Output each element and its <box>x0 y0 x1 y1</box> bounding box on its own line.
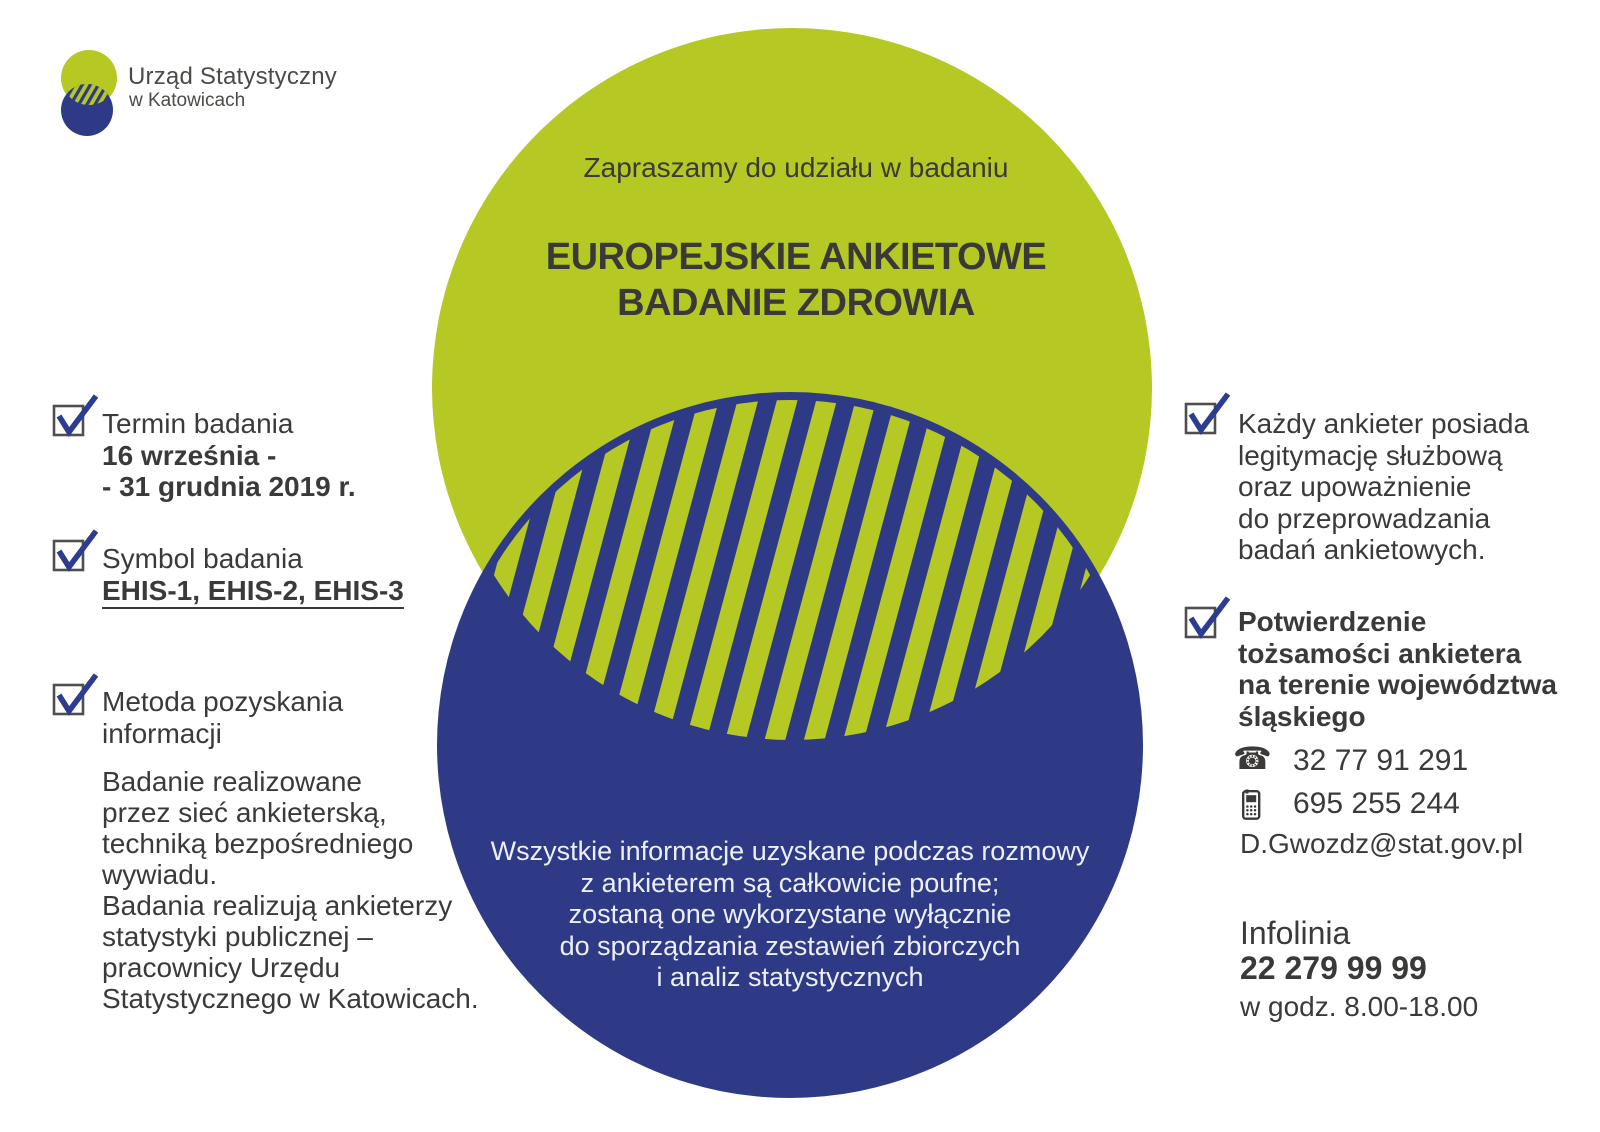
method-desc-line: Badanie realizowane <box>102 766 362 797</box>
method-desc-line: Badania realizują ankieterzy <box>102 890 453 921</box>
method-label-line2: informacji <box>102 717 222 749</box>
interviewer-id-line: legitymację służbową <box>1238 439 1503 471</box>
org-city: w Katowicach <box>129 90 246 111</box>
interviewer-id-line: do przeprowadzania <box>1238 502 1491 534</box>
verification-line: tożsamości ankietera <box>1238 637 1522 669</box>
infoline-label: Infolinia <box>1240 915 1351 951</box>
landline-row <box>1233 741 1469 777</box>
survey-title <box>446 234 1146 326</box>
checkbox-checked-icon <box>1184 391 1232 435</box>
contact-email: D.Gwozdz@stat.gov.pl <box>1240 828 1524 859</box>
method-item <box>102 686 343 749</box>
method-desc-line: Statystycznego w Katowicach. <box>102 983 479 1014</box>
term-date-line1: 16 września - <box>102 439 277 471</box>
interviewer-id-line: oraz upoważnienie <box>1238 471 1472 502</box>
method-description <box>102 766 479 1014</box>
survey-title-line1: EUROPEJSKIE ANKIETOWE <box>545 236 1047 278</box>
method-desc-line: wywiadu. <box>102 859 218 890</box>
org-name: Urząd Statystyczny <box>128 63 337 90</box>
confidentiality-line: zostaną one wykorzystane wyłącznie <box>568 899 1012 929</box>
interviewer-id-line: badań ankietowych. <box>1238 534 1486 565</box>
confidentiality-line: Wszystkie informacje uzyskane podczas rozmowy <box>490 836 1090 866</box>
verification-line: Potwierdzenie <box>1238 606 1427 637</box>
term-date-line2: - 31 grudnia 2019 r. <box>102 471 356 502</box>
verification-item <box>1238 606 1557 732</box>
interviewer-id-item <box>1238 408 1529 566</box>
confidentiality-line: do sporządzania zestawień zbiorczych <box>559 930 1021 961</box>
method-label-line1: Metoda pozyskania <box>102 686 344 717</box>
landline-number: 32 77 91 291 <box>1293 744 1469 777</box>
logo-mark <box>61 50 117 136</box>
symbol-value: EHIS-1, EHIS-2, EHIS-3 <box>102 575 404 610</box>
verification-line: na terenie województwa <box>1238 669 1557 700</box>
infoline-hours: w godz. 8.00-18.00 <box>1240 991 1479 1022</box>
confidentiality-line: z ankieterem są całkowicie poufne; <box>580 867 1000 898</box>
term-item <box>102 408 356 503</box>
landline-phone-icon: ☎ <box>1233 741 1272 777</box>
survey-title-line2: BADANIE ZDROWIA <box>617 282 975 324</box>
mobile-row <box>1242 787 1460 820</box>
confidentiality-note <box>440 836 1140 994</box>
method-desc-line: przez sieć ankieterską, <box>102 797 387 828</box>
method-desc-line: pracownicy Urzędu <box>102 952 341 983</box>
infoline-number: 22 279 99 99 <box>1240 950 1427 986</box>
symbol-item <box>102 543 404 609</box>
checkbox-checked-icon <box>1184 595 1232 639</box>
interviewer-id-line: Każdy ankieter posiada <box>1238 408 1530 439</box>
method-desc-line: statystyki publicznej – <box>102 921 373 952</box>
checkbox-checked-icon <box>52 393 100 437</box>
verification-line: śląskiego <box>1238 700 1366 732</box>
mobile-number: 695 255 244 <box>1293 787 1460 820</box>
mobile-phone-icon <box>1242 789 1261 820</box>
checkbox-checked-icon <box>52 672 100 716</box>
invite-line: Zapraszamy do udziału w badaniu <box>583 152 1009 183</box>
method-desc-line: techniką bezpośredniego <box>102 828 414 859</box>
confidentiality-line: i analiz statystycznych <box>656 962 924 992</box>
checkbox-checked-icon <box>52 528 100 572</box>
symbol-label: Symbol badania <box>102 543 303 574</box>
term-label: Termin badania <box>102 408 294 439</box>
